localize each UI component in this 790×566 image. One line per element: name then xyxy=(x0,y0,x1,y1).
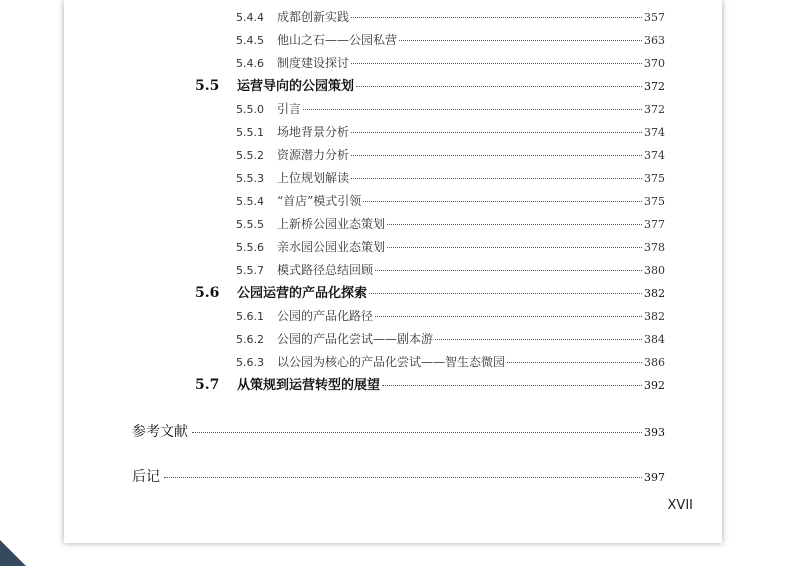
toc-entry-5-5-0[interactable] xyxy=(236,100,665,118)
dot-leader xyxy=(369,293,642,294)
afterword-page: 397 xyxy=(644,471,665,484)
entry-number: 5.6.2 xyxy=(236,333,264,346)
toc-afterword[interactable] xyxy=(132,467,665,487)
entry-number: 5.4.4 xyxy=(236,11,264,24)
entry-number: 5.5.0 xyxy=(236,103,264,116)
toc-page xyxy=(64,0,722,543)
entry-number: 5.4.6 xyxy=(236,57,264,70)
toc-entry-5-6-3[interactable] xyxy=(236,353,665,371)
entry-page: 382 xyxy=(644,310,665,323)
section-title: 从策规到运营转型的展望 xyxy=(237,378,381,393)
entry-title: 上新桥公园业态策划 xyxy=(277,217,386,231)
toc-section-5-7[interactable] xyxy=(195,376,665,394)
toc-entry-5-4-5[interactable] xyxy=(236,31,665,49)
dot-leader xyxy=(303,109,642,110)
entry-page: 380 xyxy=(644,264,665,277)
toc-entry-5-4-6[interactable] xyxy=(236,54,665,72)
entry-page: 384 xyxy=(644,333,665,346)
entry-page: 374 xyxy=(644,126,665,139)
section-title: 运营导向的公园策划 xyxy=(237,79,355,94)
entry-number: 5.5.1 xyxy=(236,126,264,139)
entry-number: 5.6.3 xyxy=(236,356,264,369)
entry-page: 363 xyxy=(644,34,665,47)
dot-leader xyxy=(351,17,642,18)
corner-decoration xyxy=(0,540,26,566)
dot-leader xyxy=(351,132,642,133)
dot-leader xyxy=(351,63,642,64)
dot-leader xyxy=(375,270,642,271)
entry-title: 成都创新实践 xyxy=(277,10,350,24)
dot-leader xyxy=(399,40,642,41)
references-page: 393 xyxy=(644,426,665,439)
section-number: 5.6 xyxy=(195,285,220,301)
toc-entry-5-5-7[interactable] xyxy=(236,261,665,279)
section-title: 公园运营的产品化探索 xyxy=(237,286,368,301)
entry-page: 370 xyxy=(644,57,665,70)
section-page: 372 xyxy=(644,80,665,93)
toc-section-5-5[interactable] xyxy=(195,77,665,95)
toc-entry-5-5-3[interactable] xyxy=(236,169,665,187)
dot-leader xyxy=(192,432,642,433)
dot-leader xyxy=(351,155,642,156)
page-folio: XVII xyxy=(667,498,693,513)
toc-entry-5-4-4[interactable] xyxy=(236,8,665,26)
toc-references[interactable] xyxy=(132,422,665,442)
entry-title: 资源潜力分析 xyxy=(277,148,350,162)
entry-number: 5.6.1 xyxy=(236,310,264,323)
entry-number: 5.5.2 xyxy=(236,149,264,162)
entry-title: 以公园为核心的产品化尝试——智生态微园 xyxy=(277,355,506,369)
entry-page: 375 xyxy=(644,172,665,185)
toc-entry-5-5-4[interactable] xyxy=(236,192,665,210)
entry-title: 他山之石——公园私营 xyxy=(277,33,398,47)
entry-number: 5.5.3 xyxy=(236,172,264,185)
entry-number: 5.4.5 xyxy=(236,34,264,47)
dot-leader xyxy=(382,385,642,386)
entry-page: 378 xyxy=(644,241,665,254)
dot-leader xyxy=(356,86,642,87)
entry-page: 374 xyxy=(644,149,665,162)
toc-entry-5-6-2[interactable] xyxy=(236,330,665,348)
references-title: 参考文献 xyxy=(132,424,188,440)
entry-number: 5.5.5 xyxy=(236,218,264,231)
toc-entry-5-6-1[interactable] xyxy=(236,307,665,325)
section-page: 392 xyxy=(644,379,665,392)
dot-leader xyxy=(435,339,642,340)
entry-title: 公园的产品化尝试——剧本游 xyxy=(277,332,434,346)
entry-title: 场地背景分析 xyxy=(277,125,350,139)
entry-page: 386 xyxy=(644,356,665,369)
entry-page: 377 xyxy=(644,218,665,231)
toc-entry-5-5-1[interactable] xyxy=(236,123,665,141)
afterword-title: 后记 xyxy=(132,469,160,485)
section-page: 382 xyxy=(644,287,665,300)
entry-title: “首店”模式引领 xyxy=(277,194,362,208)
dot-leader xyxy=(387,247,642,248)
toc-section-5-6[interactable] xyxy=(195,284,665,302)
dot-leader xyxy=(375,316,642,317)
entry-title: 亲水园公园业态策划 xyxy=(277,240,386,254)
entry-number: 5.5.4 xyxy=(236,195,264,208)
section-number: 5.5 xyxy=(195,78,220,94)
entry-title: 公园的产品化路径 xyxy=(277,309,374,323)
toc-entry-5-5-2[interactable] xyxy=(236,146,665,164)
entry-page: 372 xyxy=(644,103,665,116)
dot-leader xyxy=(351,178,642,179)
dot-leader xyxy=(507,362,642,363)
toc-entry-5-5-5[interactable] xyxy=(236,215,665,233)
entry-page: 375 xyxy=(644,195,665,208)
entry-title: 上位规划解读 xyxy=(277,171,350,185)
entry-number: 5.5.6 xyxy=(236,241,264,254)
dot-leader xyxy=(363,201,642,202)
entry-page: 357 xyxy=(644,11,665,24)
entry-title: 制度建设探讨 xyxy=(277,56,350,70)
dot-leader xyxy=(164,477,642,478)
entry-title: 引言 xyxy=(277,102,302,116)
entry-title: 模式路径总结回顾 xyxy=(277,263,374,277)
section-number: 5.7 xyxy=(195,377,220,393)
entry-number: 5.5.7 xyxy=(236,264,264,277)
toc-entry-5-5-6[interactable] xyxy=(236,238,665,256)
dot-leader xyxy=(387,224,642,225)
